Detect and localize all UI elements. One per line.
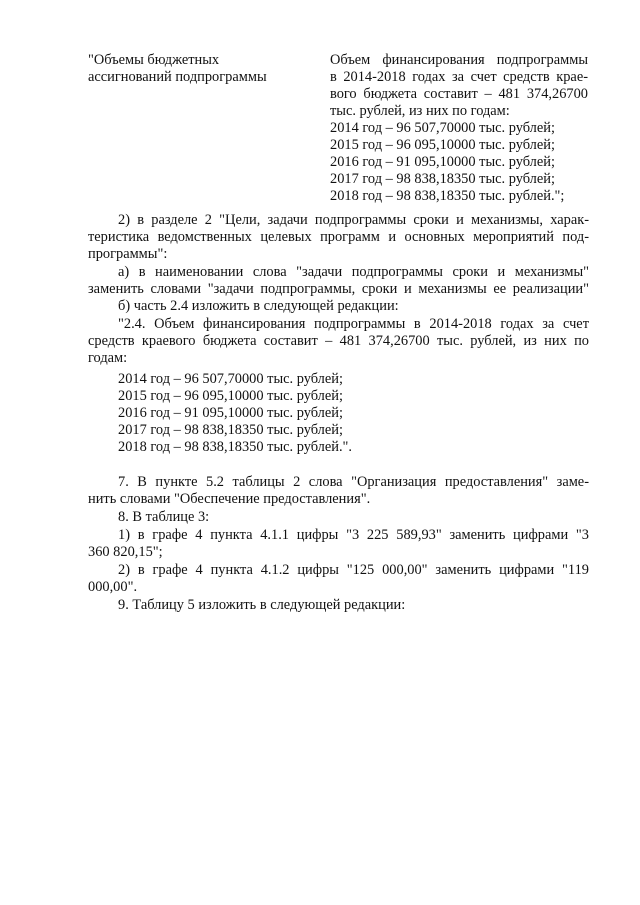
paragraph-line: а) в наименовании слова "задачи подпрограммы сроки и механизмы" (118, 264, 589, 280)
year-line: 2016 год – 91 095,10000 тыс. рублей; (118, 405, 343, 421)
year-line: 2018 год – 98 838,18350 тыс. рублей.". (118, 439, 353, 455)
year-line: 2014 год – 96 507,70000 тыс. рублей; (118, 371, 343, 387)
passport-year-line: 2015 год – 96 095,10000 тыс. рублей; (330, 137, 555, 153)
passport-right-line: Объем финансирования подпрограммы (330, 52, 588, 68)
paragraph-line: 360 820,15"; (88, 544, 163, 560)
passport-right-line: тыс. рублей, из них по годам: (330, 103, 510, 119)
paragraph-line: 000,00". (88, 579, 138, 595)
passport-right-line: в 2014-2018 годах за счет средств крае- (330, 69, 588, 85)
paragraph-line: годам: (88, 350, 128, 366)
paragraph-line: 2) в разделе 2 "Цели, задачи подпрограммы сроки и механизмы, харак- (118, 212, 589, 228)
subparagraph-b: б) часть 2.4 изложить в следующей редакции: (118, 298, 399, 314)
paragraph-line: 1) в графе 4 пункта 4.1.1 цифры "3 225 589,93" заменить цифрами "3 (118, 527, 589, 543)
paragraph-line: средств краевого бюджета составит – 481 374,26700 тыс. рублей, из них по (88, 333, 589, 349)
paragraph-line: заменить словами "задачи подпрограммы, сроки и механизмы ее реализации" (88, 281, 589, 297)
passport-right-line: вого бюджета составит – 481 374,26700 (330, 86, 588, 102)
paragraph-line: нить словами "Обеспечение предоставления". (88, 491, 371, 507)
paragraph-line: 2) в графе 4 пункта 4.1.2 цифры "125 000,00" заменить цифрами "119 (118, 562, 589, 578)
passport-left-line: ассигнований подпрограммы (88, 69, 267, 85)
paragraph-line: "2.4. Объем финансирования подпрограммы в 2014-2018 годах за счет (118, 316, 589, 332)
paragraph-line: программы": (88, 246, 168, 262)
paragraph-line: теристика ведомственных целевых программ и основных мероприятий под- (88, 229, 589, 245)
year-line: 2017 год – 98 838,18350 тыс. рублей; (118, 422, 343, 438)
passport-year-line: 2018 год – 98 838,18350 тыс. рублей."; (330, 188, 565, 204)
passport-year-line: 2017 год – 98 838,18350 тыс. рублей; (330, 171, 555, 187)
passport-left-line: "Объемы бюджетных (88, 52, 220, 68)
passport-year-line: 2016 год – 91 095,10000 тыс. рублей; (330, 154, 555, 170)
year-line: 2015 год – 96 095,10000 тыс. рублей; (118, 388, 343, 404)
paragraph-line: 7. В пункте 5.2 таблицы 2 слова "Организация предоставления" заме- (118, 474, 589, 490)
passport-year-line: 2014 год – 96 507,70000 тыс. рублей; (330, 120, 555, 136)
item-8-title: 8. В таблице 3: (118, 509, 210, 525)
item-9: 9. Таблицу 5 изложить в следующей редакции: (118, 597, 406, 613)
